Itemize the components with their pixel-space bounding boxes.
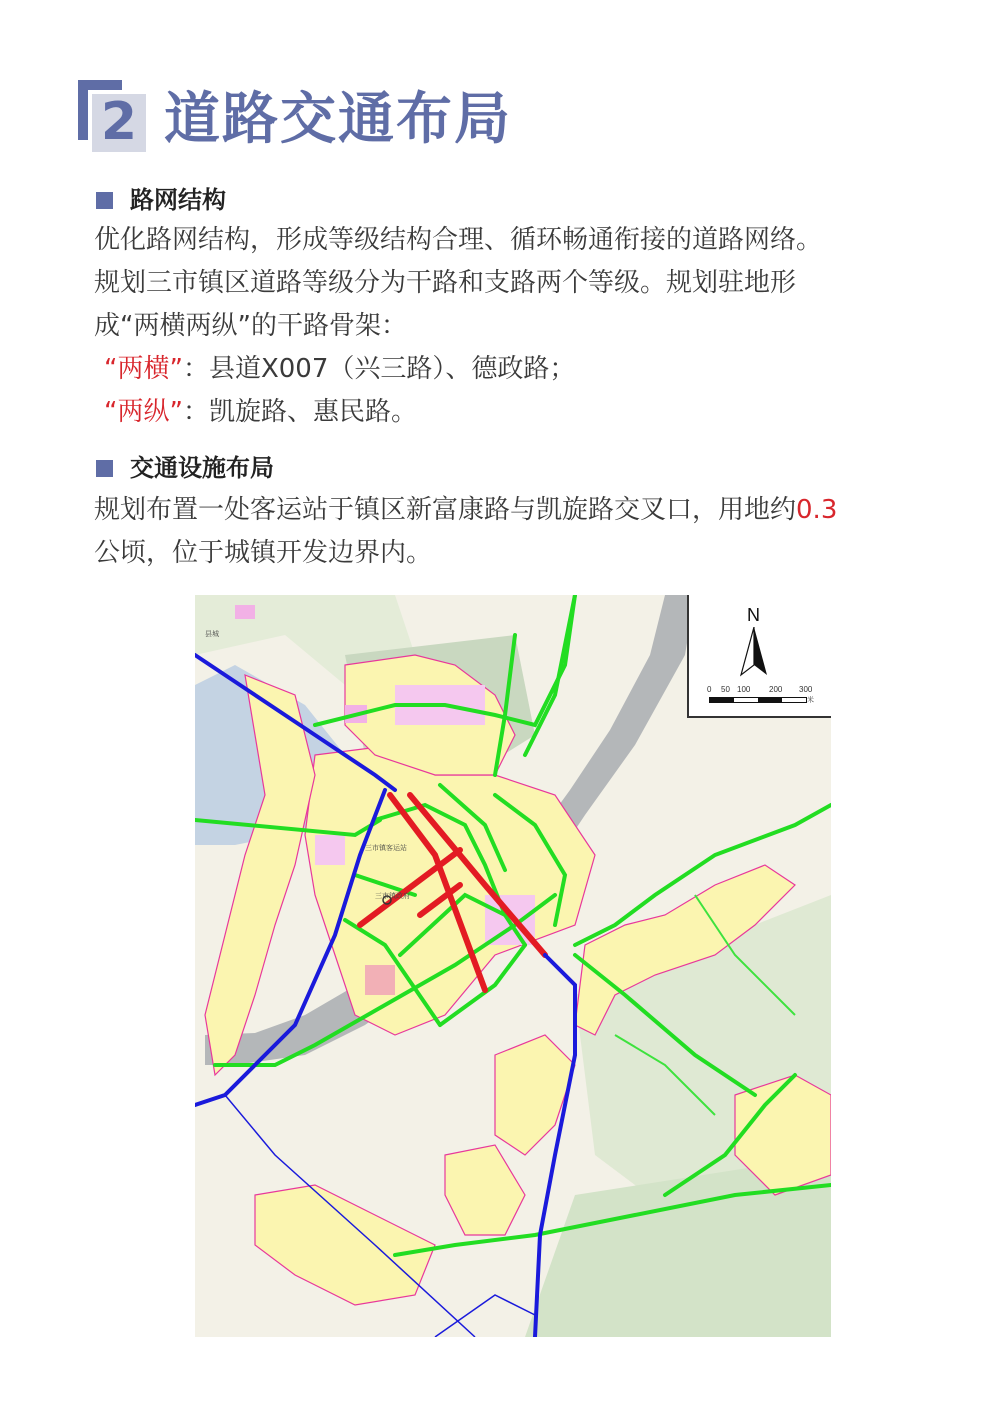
badge-bracket-horizontal [78,80,122,90]
vertical-label: “两纵” [104,397,183,427]
scale-tick-label: 0 [707,685,712,694]
page-title: 道路交通布局 [164,87,512,152]
paragraph-line: 规划三市镇区道路等级分为干路和支路两个等级。规划驻地形 [94,268,797,298]
map-inset-panel [687,595,831,718]
paragraph-line [94,489,914,532]
north-label: N [747,605,760,625]
bullet-square-icon [96,192,113,209]
town-gov-label: 三市镇政府 [375,893,410,900]
paragraph-line: 成“两横两纵”的干路骨架： [94,311,407,341]
section-number-badge [78,80,146,152]
public-land [365,965,395,995]
public-land [235,605,255,619]
vertical-text: ：凯旋路、惠民路。 [182,397,417,427]
built-up-area [495,1035,575,1155]
vertical-roads-line [104,391,924,434]
built-up-area [255,1185,435,1305]
paragraph-line: 优化路网结构，形成等级结构合理、循环畅通衔接的道路网络。 [94,225,823,255]
scale-bar [709,697,807,703]
horizontal-text: ：县道X007（兴三路）、德政路； [182,354,576,384]
built-up-area [445,1145,525,1235]
scale-tick-label: 50 [721,685,730,694]
scale-tick-label: 300 [799,685,813,694]
scale-tick-label: 200 [769,685,783,694]
section-heading-text: 交通设施布局 [130,454,274,482]
scale-unit: 米 [807,697,814,704]
corner-place-label: 县城 [205,631,219,638]
section-number: 2 [100,92,138,152]
paragraph-line: 公顷，位于城镇开发边界内。 [94,538,433,568]
road-plan-map [195,595,831,1337]
bullet-square-icon [96,460,113,477]
section-heading-text: 路网结构 [130,186,226,214]
horizontal-label: “两横” [104,354,183,384]
facilities-line1-text: 规划布置一处客运站于镇区新富康路与凯旋路交叉口，用地约 [94,495,797,525]
horizontal-roads-line [104,348,924,391]
transport-station-label: 三市镇客运站 [365,845,407,852]
scale-tick-label: 100 [737,685,751,694]
public-land [315,835,345,865]
area-value: 0.3 [796,495,838,525]
north-arrow-icon [739,627,769,677]
